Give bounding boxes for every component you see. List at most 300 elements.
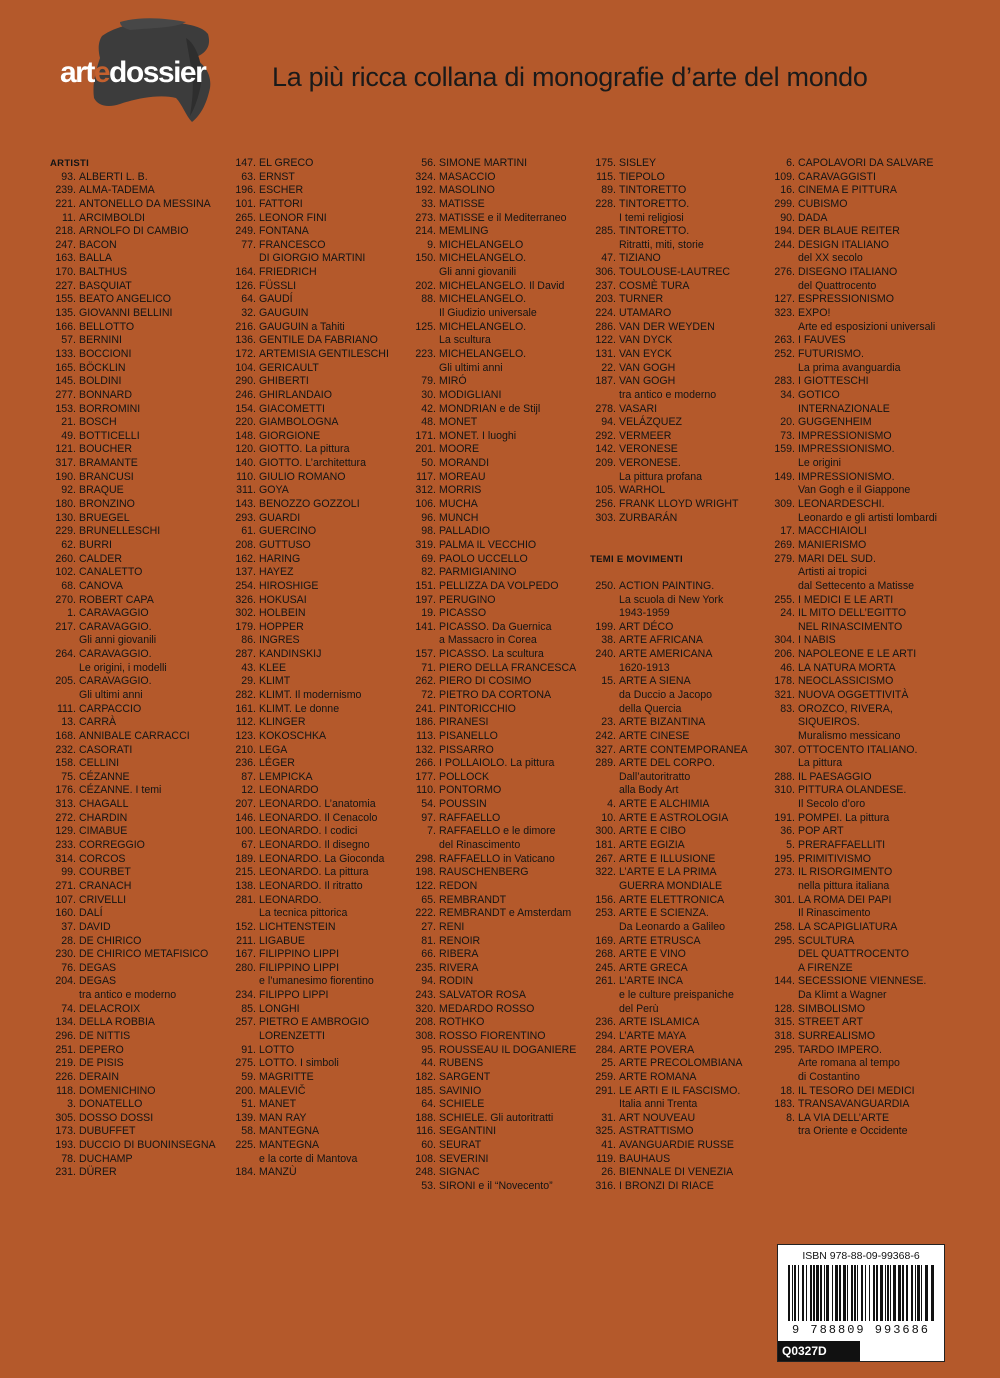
entry-title: RUBENS <box>439 1057 484 1070</box>
entry-number: 263. <box>774 334 795 347</box>
catalog-entry <box>50 825 230 839</box>
entry-title: GHIRLANDAIO <box>259 388 332 401</box>
catalog-entry <box>230 525 410 539</box>
entry-title: DOMENICHINO <box>79 1084 156 1097</box>
entry-title: VELÁZQUEZ <box>619 416 682 429</box>
entry-title: HOLBEIN <box>259 607 306 620</box>
catalog-entry <box>590 594 770 608</box>
catalog-entry <box>50 307 230 321</box>
barcode-bar <box>865 1265 866 1321</box>
entry-title: La prima avanguardia <box>798 361 901 374</box>
entry-number: 75. <box>61 770 76 783</box>
catalog-entry <box>769 184 949 198</box>
catalog-entry <box>230 293 410 307</box>
entry-number: 235. <box>415 961 436 974</box>
entry-title: SAVINIO <box>439 1084 482 1097</box>
spacer <box>590 539 770 553</box>
catalog-entry <box>230 484 410 498</box>
entry-title: PICASSO. La scultura <box>439 648 544 661</box>
catalog-entry <box>50 975 230 989</box>
catalog-entry <box>590 389 770 403</box>
catalog-entry <box>410 825 590 839</box>
entry-number: 290. <box>235 375 256 388</box>
catalog-entry <box>769 1125 949 1139</box>
barcode-bar <box>893 1265 896 1321</box>
catalog-entry <box>50 280 230 294</box>
catalog-entry <box>230 375 410 389</box>
catalog-entry <box>590 716 770 730</box>
entry-title: CINEMA E PITTURA <box>798 184 897 197</box>
catalog-entry <box>590 443 770 457</box>
entry-number: 99. <box>61 866 76 879</box>
catalog-entry <box>50 784 230 798</box>
entry-number: 23. <box>601 716 616 729</box>
catalog-entry <box>230 498 410 512</box>
barcode-digits: 9 788809 993686 <box>791 1323 931 1337</box>
entry-title: 1943-1959 <box>619 607 670 620</box>
entry-title: PISANELLO <box>439 729 498 742</box>
catalog-entry <box>590 1125 770 1139</box>
entry-title: KLEE <box>259 661 287 674</box>
entry-number: 294. <box>595 1030 616 1042</box>
catalog-entry <box>590 880 770 894</box>
catalog-entry <box>50 457 230 471</box>
catalog-entry <box>769 512 949 526</box>
barcode-bar <box>826 1265 829 1321</box>
entry-number: 233. <box>55 839 76 852</box>
catalog-entry <box>50 607 230 621</box>
entry-number: 208. <box>235 538 256 551</box>
entry-number: 110. <box>236 470 256 483</box>
entry-number: 231. <box>55 1166 76 1179</box>
entry-number: 183. <box>774 1098 795 1111</box>
catalog-entry <box>230 839 410 853</box>
entry-number: 129. <box>55 825 76 838</box>
catalog-entry <box>410 362 590 376</box>
catalog-entry <box>50 1057 230 1071</box>
entry-number: 217. <box>55 620 76 633</box>
entry-title: BORROMINI <box>79 402 141 415</box>
entry-number: 219. <box>55 1057 76 1070</box>
catalog-entry <box>769 212 949 226</box>
entry-number: 7. <box>427 825 436 838</box>
catalog-entry <box>50 689 230 703</box>
entry-title: ARTE E VINO <box>619 948 686 961</box>
entry-number: 319. <box>415 538 436 551</box>
barcode-bar <box>873 1265 875 1321</box>
entry-number: 301. <box>774 893 795 906</box>
entry-title: ALMA-TADEMA <box>79 184 155 197</box>
catalog-entry <box>410 812 590 826</box>
barcode-bar <box>902 1265 904 1321</box>
entry-number: 144. <box>774 975 795 988</box>
entry-title: ARTE E ILLUSIONE <box>619 852 716 865</box>
entry-number: 316. <box>595 1180 616 1193</box>
catalog-entry <box>230 1085 410 1099</box>
entry-number: 286. <box>595 320 616 333</box>
entry-title: BRONZINO <box>79 498 135 511</box>
entry-number: 26. <box>601 1166 616 1179</box>
entry-number: 146. <box>235 811 256 824</box>
catalog-column-4 <box>590 157 770 1194</box>
catalog-entry <box>230 621 410 635</box>
catalog-entry <box>230 348 410 362</box>
catalog-entry <box>230 1125 410 1139</box>
entry-title: MICHELANGELO <box>439 238 524 251</box>
entry-number: 180. <box>55 498 76 511</box>
entry-title: PIETRO DA CORTONA <box>439 688 552 701</box>
entry-number: 95. <box>421 1043 436 1056</box>
entry-number: 171. <box>415 429 436 442</box>
catalog-entry <box>769 594 949 608</box>
catalog-entry <box>590 212 770 226</box>
entry-title: TINTORETTO <box>619 184 687 197</box>
catalog-entry <box>590 1098 770 1112</box>
entry-number: 226. <box>55 1070 76 1083</box>
catalog-entry <box>230 252 410 266</box>
entry-title: MATISSE <box>439 197 485 210</box>
entry-title: SCHIELE <box>439 1098 485 1111</box>
catalog-entry <box>410 634 590 648</box>
entry-number: 170. <box>55 266 76 279</box>
entry-number: 123. <box>235 729 256 742</box>
catalog-entry <box>50 1030 230 1044</box>
catalog-entry <box>590 198 770 212</box>
catalog-entry <box>769 634 949 648</box>
entry-number: 283. <box>774 375 795 388</box>
catalog-entry <box>410 212 590 226</box>
entry-number: 199. <box>595 620 616 633</box>
entry-title: BOUCHER <box>79 443 132 456</box>
entry-title: CANOVA <box>79 579 123 592</box>
entry-title: DUCCIO DI BUONINSEGNA <box>79 1139 216 1152</box>
entry-number: 160. <box>55 907 76 920</box>
entry-number: 175. <box>595 157 616 169</box>
entry-title: BOLDINI <box>79 375 122 388</box>
catalog-entry <box>769 962 949 976</box>
entry-number: 275. <box>235 1057 256 1070</box>
entry-number: 251. <box>55 1043 76 1056</box>
spacer <box>590 566 770 580</box>
entry-title: FÜSSLI <box>259 279 297 292</box>
entry-title: ROTHKO <box>439 1016 485 1029</box>
catalog-entry <box>769 348 949 362</box>
section-heading: ARTISTI <box>50 158 90 169</box>
entry-number: 112. <box>236 716 256 729</box>
entry-number: 127. <box>774 293 795 306</box>
entry-title: BALTHUS <box>79 266 128 279</box>
catalog-entry <box>769 375 949 389</box>
entry-title: I temi religiosi <box>619 211 684 224</box>
entry-number: 222. <box>415 907 436 920</box>
entry-title: MATISSE e il Mediterraneo <box>439 211 567 224</box>
entry-number: 307. <box>774 743 795 756</box>
entry-number: 291. <box>595 1084 616 1097</box>
entry-number: 284. <box>595 1043 616 1056</box>
catalog-entry <box>590 1057 770 1071</box>
entry-number: 182. <box>415 1070 436 1083</box>
catalog-entry <box>230 935 410 949</box>
entry-title: BONNARD <box>79 388 132 401</box>
entry-title: SIRONI e il “Novecento” <box>439 1180 553 1193</box>
entry-title: PONTORMO <box>439 784 502 797</box>
entry-number: 280. <box>235 961 256 974</box>
entry-number: 36. <box>780 825 795 838</box>
entry-title: Il Secolo d’oro <box>798 798 866 811</box>
entry-number: 32. <box>241 307 256 320</box>
catalog-entry <box>769 757 949 771</box>
entry-title: CIMABUE <box>79 825 128 838</box>
catalog-entry <box>230 321 410 335</box>
catalog-entry <box>590 784 770 798</box>
catalog-entry <box>50 293 230 307</box>
barcode-bar <box>869 1265 870 1321</box>
entry-number: 323. <box>774 307 795 320</box>
entry-title: ARTE CONTEMPORANEA <box>619 743 748 756</box>
entry-title: GOYA <box>259 484 289 497</box>
entry-number: 253. <box>595 907 616 920</box>
entry-number: 236. <box>235 757 256 770</box>
entry-number: 218. <box>55 225 76 238</box>
entry-title: GUGGENHEIM <box>798 416 872 429</box>
entry-title: LA ROMA DEI PAPI <box>798 893 892 906</box>
entry-title: BÖCKLIN <box>79 361 126 374</box>
catalog-entry <box>410 389 590 403</box>
entry-title: RIVERA <box>439 961 479 974</box>
entry-title: MANTEGNA <box>259 1139 320 1152</box>
entry-title: ANTONELLO DA MESSINA <box>79 197 211 210</box>
catalog-entry <box>230 634 410 648</box>
entry-title: nella pittura italiana <box>798 879 890 892</box>
catalog-entry <box>590 866 770 880</box>
barcode-bar <box>847 1265 848 1321</box>
catalog-entry <box>50 375 230 389</box>
catalog-entry <box>50 894 230 908</box>
entry-title: KLIMT. Le donne <box>259 702 340 715</box>
catalog-entry <box>769 798 949 812</box>
catalog-entry <box>590 948 770 962</box>
catalog-entry <box>769 293 949 307</box>
catalog-entry <box>230 648 410 662</box>
entry-number: 190. <box>55 470 76 483</box>
catalog-entry <box>50 675 230 689</box>
entry-title: e l’umanesimo fiorentino <box>259 975 374 988</box>
entry-number: 46. <box>780 661 795 674</box>
entry-number: 155. <box>55 293 76 306</box>
catalog-entry <box>590 662 770 676</box>
catalog-entry <box>590 416 770 430</box>
entry-title: MARI DEL SUD. <box>798 552 876 565</box>
catalog-entry <box>50 1098 230 1112</box>
entry-title: I NABIS <box>798 634 836 647</box>
catalog-entry <box>50 403 230 417</box>
entry-number: 163. <box>55 252 76 265</box>
catalog-entry <box>769 239 949 253</box>
entry-title: DER BLAUE REITER <box>798 225 900 238</box>
entry-number: 289. <box>595 757 616 770</box>
entry-title: CORCOS <box>79 852 126 865</box>
entry-number: 288. <box>774 770 795 783</box>
catalog-entry <box>230 771 410 785</box>
entry-title: MOREAU <box>439 470 486 483</box>
entry-title: ARTEMISIA GENTILESCHI <box>259 347 389 360</box>
entry-number: 48. <box>421 416 436 429</box>
entry-number: 295. <box>774 934 795 947</box>
entry-number: 216. <box>235 320 256 333</box>
catalog-entry <box>410 839 590 853</box>
entry-number: 159. <box>774 443 795 456</box>
entry-title: La tecnica pittorica <box>259 907 348 920</box>
entry-title: LEONARDO. Il Cenacolo <box>259 811 378 824</box>
entry-title: BOTTICELLI <box>79 429 140 442</box>
entry-title: PALLADIO <box>439 525 491 538</box>
catalog-entry <box>230 157 410 171</box>
entry-number: 83. <box>780 702 795 715</box>
entry-title: ARTE ROMANA <box>619 1070 697 1083</box>
entry-title: del Quattrocento <box>798 279 877 292</box>
catalog-entry <box>590 621 770 635</box>
entry-number: 54. <box>421 798 436 811</box>
entry-number: 153. <box>55 402 76 415</box>
catalog-entry <box>50 662 230 676</box>
entry-number: 168. <box>55 729 76 742</box>
entry-number: 145. <box>55 375 76 388</box>
entry-number: 19. <box>421 607 436 620</box>
entry-number: 107. <box>55 893 76 906</box>
entry-number: 143. <box>235 498 256 511</box>
entry-title: PRIMITIVISMO <box>798 852 871 865</box>
entry-title: FONTANA <box>259 225 309 238</box>
entry-number: 176. <box>55 784 76 797</box>
entry-number: 120. <box>235 443 256 456</box>
entry-title: NAPOLEONE E LE ARTI <box>798 648 917 661</box>
entry-number: 57. <box>61 334 76 347</box>
entry-number: 105. <box>595 484 616 497</box>
catalog-entry <box>590 730 770 744</box>
entry-number: 210. <box>235 743 256 756</box>
entry-title: VAN GOGH <box>619 361 676 374</box>
catalog-entry <box>230 1098 410 1112</box>
entry-number: 79. <box>421 375 436 388</box>
entry-title: La pittura <box>798 757 843 770</box>
catalog-entry <box>410 798 590 812</box>
catalog-entry <box>230 662 410 676</box>
entry-number: 72. <box>421 688 436 701</box>
entry-title: MASOLINO <box>439 184 495 197</box>
catalog-entry <box>50 184 230 198</box>
entry-number: 64. <box>421 1098 436 1111</box>
catalog-entry <box>590 1003 770 1017</box>
entry-title: ARTE E ASTROLOGIA <box>619 811 729 824</box>
entry-number: 133. <box>55 347 76 360</box>
entry-number: 49. <box>61 429 76 442</box>
entry-title: GIORGIONE <box>259 429 321 442</box>
catalog-entry <box>769 771 949 785</box>
entry-title: Van Gogh e il Giappone <box>798 484 911 497</box>
entry-title: ROUSSEAU IL DOGANIERE <box>439 1043 577 1056</box>
entry-title: FRANK LLOYD WRIGHT <box>619 498 739 511</box>
entry-title: GUARDI <box>259 511 301 524</box>
entry-number: 117. <box>416 470 436 483</box>
catalog-entry <box>410 621 590 635</box>
catalog-entry <box>230 948 410 962</box>
entry-number: 9. <box>427 238 436 251</box>
entry-title: SARGENT <box>439 1070 491 1083</box>
entry-title: SIQUEIROS. <box>798 716 860 729</box>
entry-number: 30. <box>421 388 436 401</box>
entry-title: HOKUSAI <box>259 593 307 606</box>
entry-title: ARTE AMERICANA <box>619 648 713 661</box>
catalog-entry <box>769 662 949 676</box>
catalog-entry <box>230 1166 410 1180</box>
barcode-bar <box>794 1265 796 1321</box>
entry-title: Italia anni Trenta <box>619 1098 698 1111</box>
entry-title: BAUHAUS <box>619 1152 671 1165</box>
entry-number: 100. <box>235 825 256 838</box>
entry-title: GAUGUIN a Tahiti <box>259 320 345 333</box>
catalog-entry <box>50 798 230 812</box>
entry-number: 228. <box>595 197 616 210</box>
catalog-entry <box>230 921 410 935</box>
catalog-entry <box>769 553 949 567</box>
entry-title: GUERRA MONDIALE <box>619 879 723 892</box>
entry-title: DAVID <box>79 920 111 933</box>
catalog-entry <box>410 880 590 894</box>
entry-number: 206. <box>774 648 795 661</box>
entry-number: 208. <box>415 1016 436 1029</box>
entry-title: TINTORETTO. <box>619 197 690 210</box>
catalog-entry <box>410 675 590 689</box>
entry-title: Da Klimt a Wagner <box>798 989 887 1002</box>
catalog-entry <box>410 430 590 444</box>
catalog-entry <box>590 989 770 1003</box>
entry-title: ESPRESSIONISMO <box>798 293 894 306</box>
entry-number: 42. <box>421 402 436 415</box>
entry-number: 194. <box>774 225 795 238</box>
barcode-bar <box>915 1265 916 1321</box>
entry-title: LA SCAPIGLIATURA <box>798 920 898 933</box>
entry-title: della Quercia <box>619 702 682 715</box>
catalog-entry <box>50 880 230 894</box>
entry-title: ARTE E CIBO <box>619 825 686 838</box>
entry-number: 136. <box>235 334 256 347</box>
entry-number: 53. <box>421 1180 436 1193</box>
entry-title: SIMBOLISMO <box>798 1002 866 1015</box>
entry-title: e le culture preispaniche <box>619 989 734 1002</box>
entry-number: 149. <box>774 470 795 483</box>
catalog-entry <box>50 416 230 430</box>
barcode-bar <box>921 1265 922 1321</box>
entry-title: SEURAT <box>439 1139 482 1152</box>
entry-title: DE PISIS <box>79 1057 124 1070</box>
entry-title: LEGA <box>259 743 288 756</box>
entry-title: Ritratti, miti, storie <box>619 238 704 251</box>
catalog-entry <box>410 157 590 171</box>
entry-number: 262. <box>415 675 436 688</box>
entry-number: 90. <box>780 211 795 224</box>
entry-title: BERNINI <box>79 334 122 347</box>
catalog-entry <box>410 307 590 321</box>
entry-number: 248. <box>415 1166 436 1179</box>
catalog-entry <box>50 430 230 444</box>
entry-title: LEONARDO. I codici <box>259 825 358 838</box>
entry-number: 164. <box>235 266 256 279</box>
entry-number: 237. <box>595 279 616 292</box>
catalog-entry <box>50 1125 230 1139</box>
entry-number: 282. <box>235 688 256 701</box>
entry-title: NEOCLASSICISMO <box>798 675 894 688</box>
entry-title: IL TESORO DEI MEDICI <box>798 1084 915 1097</box>
